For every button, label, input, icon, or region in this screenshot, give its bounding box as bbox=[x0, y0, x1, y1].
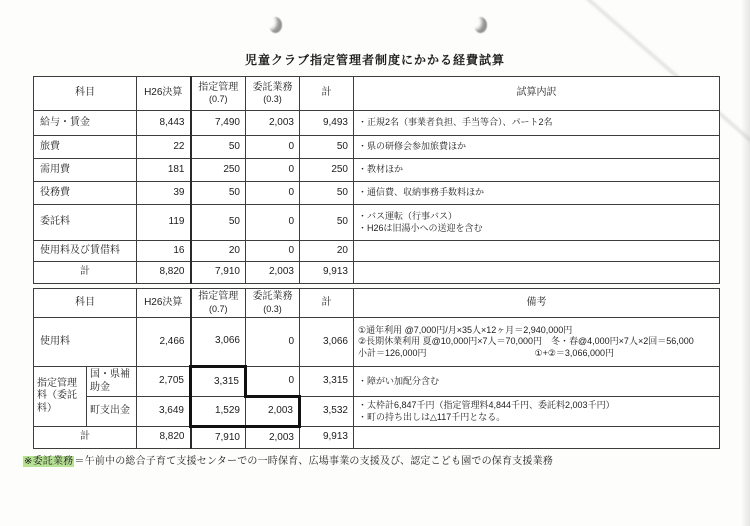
col-header-designated: 指定管理 (0.7) bbox=[191, 289, 246, 318]
row-label: 使用料及び賃借料 bbox=[34, 241, 137, 262]
total-row-label: 計 bbox=[34, 427, 137, 449]
table-row-national-subsidy bbox=[34, 367, 720, 397]
sub-row-label: 町支出金 bbox=[87, 397, 137, 427]
expense-table-header-row bbox=[34, 77, 720, 111]
col-header-h26: H26決算 bbox=[137, 77, 191, 111]
table-row-consignment bbox=[34, 205, 720, 241]
scan-edge-shadow bbox=[741, 0, 750, 526]
designated-value: 50 bbox=[191, 136, 246, 159]
binder-ring-shadow-icon bbox=[269, 17, 282, 33]
designated-value: 7,910 bbox=[191, 427, 246, 449]
total-value: 3,532 bbox=[300, 397, 354, 427]
col-header-outsourced: 委託業務 (0.3) bbox=[246, 289, 300, 318]
col-header-total: 計 bbox=[300, 289, 354, 318]
designated-value: 7,490 bbox=[191, 111, 246, 136]
footnote bbox=[23, 452, 553, 467]
designated-value: 50 bbox=[191, 205, 246, 241]
total-value: 20 bbox=[300, 241, 354, 262]
total-value: 250 bbox=[300, 159, 354, 182]
total-value: 9,913 bbox=[300, 262, 354, 284]
expense-table bbox=[33, 76, 720, 284]
designated-value: 3,066 bbox=[191, 318, 246, 367]
designated-value: 50 bbox=[191, 182, 246, 205]
designated-value: 7,910 bbox=[191, 262, 246, 284]
outsourced-value: 0 bbox=[246, 241, 300, 262]
table-row-town-expenditure bbox=[34, 397, 720, 427]
designated-value: 20 bbox=[191, 241, 246, 262]
total-value: 50 bbox=[300, 136, 354, 159]
outsourced-value: 2,003 bbox=[246, 397, 300, 427]
row-label: 需用費 bbox=[34, 159, 137, 182]
h26-value: 8,820 bbox=[137, 262, 191, 284]
breakdown-notes: ・県の研修会参加旅費ほか bbox=[354, 136, 720, 159]
breakdown-notes bbox=[354, 241, 720, 262]
row-label: 旅費 bbox=[34, 136, 137, 159]
total-value: 9,493 bbox=[300, 111, 354, 136]
funding-table-header-row bbox=[34, 289, 720, 318]
h26-value: 16 bbox=[137, 241, 191, 262]
remarks-notes: ・太枠計6,847千円（指定管理料4,844千円、委託料2,003千円） ・町の持ち出しは△117千円となる。 bbox=[354, 397, 720, 427]
page-title: 児童クラブ指定管理者制度にかかる経費試算 bbox=[244, 53, 505, 67]
footnote-highlight: ※委託業務 bbox=[24, 456, 74, 467]
outsourced-value: 0 bbox=[246, 182, 300, 205]
h26-value: 8,820 bbox=[137, 427, 191, 449]
total-value: 3,066 bbox=[300, 318, 354, 367]
h26-value: 2,466 bbox=[137, 318, 191, 367]
table-row-salary bbox=[34, 111, 720, 136]
funding-table bbox=[33, 288, 720, 449]
binder-ring-shadow-icon bbox=[474, 17, 487, 33]
row-label: 給与・賃金 bbox=[34, 111, 137, 136]
row-label: 使用料 bbox=[34, 318, 137, 367]
total-row-label: 計 bbox=[34, 262, 137, 284]
remarks-notes bbox=[354, 427, 720, 449]
breakdown-notes: ・バス運転（行事バス） ・H26は旧湯小への送迎を含む bbox=[354, 205, 720, 241]
table-row-usage-fee bbox=[34, 318, 720, 367]
table-row-travel bbox=[34, 136, 720, 159]
breakdown-notes: ・通信費、収納事務手数料ほか bbox=[354, 182, 720, 205]
breakdown-notes bbox=[354, 262, 720, 284]
h26-value: 119 bbox=[137, 205, 191, 241]
col-header-outsourced: 委託業務 (0.3) bbox=[246, 77, 300, 111]
breakdown-notes: ・教材ほか bbox=[354, 159, 720, 182]
outsourced-value: 2,003 bbox=[246, 427, 300, 449]
outsourced-value: 0 bbox=[246, 159, 300, 182]
col-header-remarks: 備考 bbox=[354, 289, 720, 318]
total-value: 3,315 bbox=[300, 367, 354, 397]
table-row-total bbox=[34, 427, 720, 449]
h26-value: 39 bbox=[137, 182, 191, 205]
designated-value: 3,315 bbox=[191, 367, 246, 397]
row-label: 委託料 bbox=[34, 205, 137, 241]
outsourced-value: 0 bbox=[246, 205, 300, 241]
outsourced-value: 0 bbox=[246, 136, 300, 159]
breakdown-notes: ・正規2名（事業者負担、手当等合）、パート2名 bbox=[354, 111, 720, 136]
col-header-subject: 科目 bbox=[34, 289, 137, 318]
h26-value: 181 bbox=[137, 159, 191, 182]
table-row-supplies bbox=[34, 159, 720, 182]
col-header-total: 計 bbox=[300, 77, 354, 111]
h26-value: 8,443 bbox=[137, 111, 191, 136]
col-header-designated: 指定管理 (0.7) bbox=[191, 77, 246, 111]
designated-value: 1,529 bbox=[191, 397, 246, 427]
col-header-subject: 科目 bbox=[34, 77, 137, 111]
h26-value: 22 bbox=[137, 136, 191, 159]
total-value: 50 bbox=[300, 205, 354, 241]
remarks-notes: ・障がい加配分含む bbox=[354, 367, 720, 397]
row-label: 役務費 bbox=[34, 182, 137, 205]
outsourced-value: 0 bbox=[246, 367, 300, 397]
table-row-total bbox=[34, 262, 720, 284]
remarks-notes: ①通年利用 @7,000円/月×35人×12ヶ月＝2,940,000円 ②長期休業利用 夏@10,000円×7人＝70,000円 冬・春@4,000円×7人×2回＝56,000 小計＝126,000円 ①+②＝3,066,000円 bbox=[354, 318, 720, 367]
outsourced-value: 0 bbox=[246, 318, 300, 367]
col-header-breakdown: 試算内訳 bbox=[354, 77, 720, 111]
sub-row-label: 国・県補助金 bbox=[87, 367, 137, 397]
table-row-services bbox=[34, 182, 720, 205]
total-value: 9,913 bbox=[300, 427, 354, 449]
h26-value: 3,649 bbox=[137, 397, 191, 427]
table-row-rental bbox=[34, 241, 720, 262]
group-row-label: 指定管理料（委託料） bbox=[34, 367, 87, 427]
total-value: 50 bbox=[300, 182, 354, 205]
outsourced-value: 2,003 bbox=[246, 262, 300, 284]
designated-value: 250 bbox=[191, 159, 246, 182]
col-header-h26: H26決算 bbox=[137, 289, 191, 318]
footnote-text: ＝午前中の総合子育て支援センターでの一時保育、広場事業の支援及び、認定こども園での保育支援業務 bbox=[74, 456, 553, 467]
outsourced-value: 2,003 bbox=[246, 111, 300, 136]
h26-value: 2,705 bbox=[137, 367, 191, 397]
